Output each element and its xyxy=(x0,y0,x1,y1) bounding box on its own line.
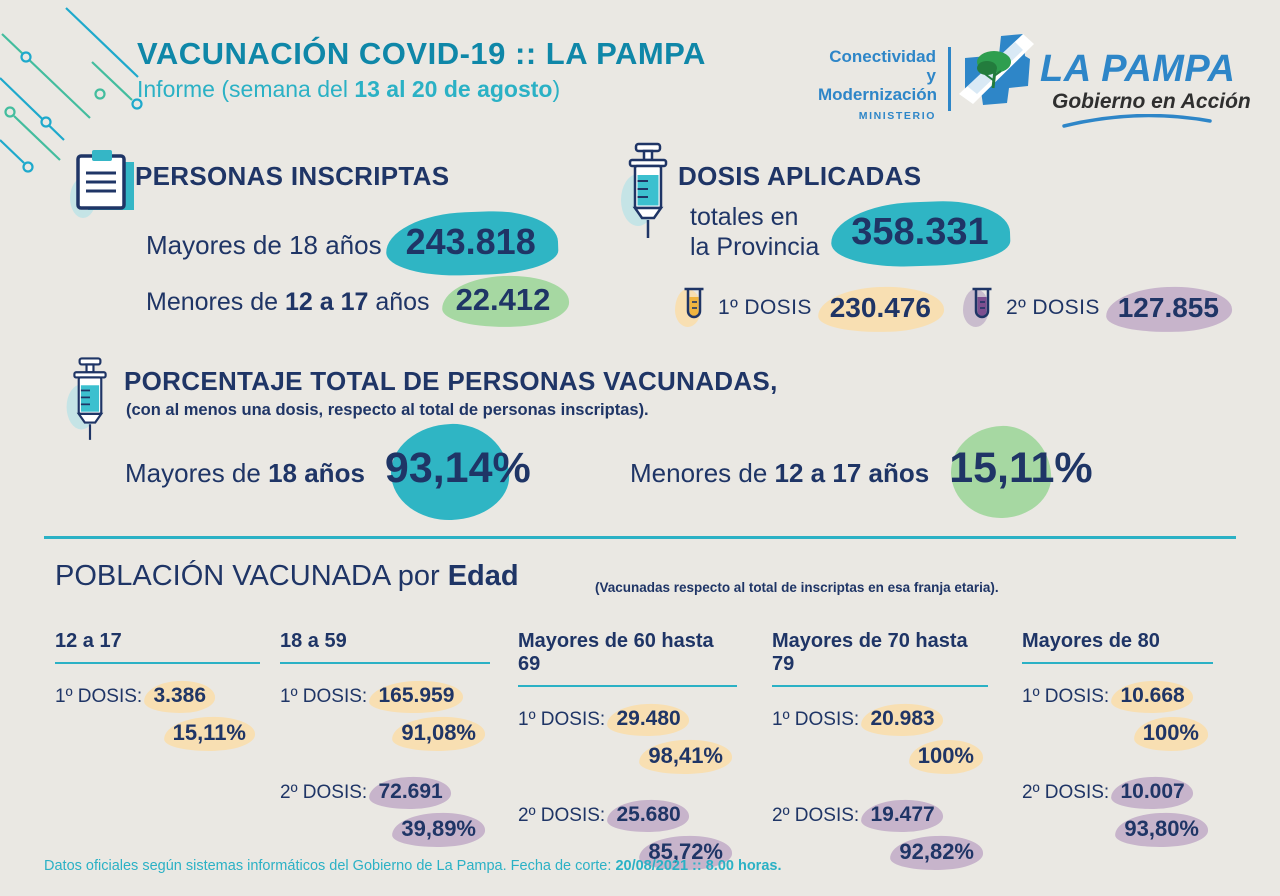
dose1-pct-line xyxy=(55,720,260,746)
dose1-value: 230.476 xyxy=(829,291,931,323)
subtitle-suffix: ) xyxy=(552,76,561,102)
dose1-line xyxy=(772,707,988,731)
dosis-total-value: 358.331 xyxy=(851,211,989,253)
ministry-tag: MINISTERIO xyxy=(858,110,936,123)
dose2-pct: 85,72% xyxy=(648,839,723,864)
porcentaje-subtitle: (con al menos una dosis, respecto al total de personas inscriptas). xyxy=(126,401,649,419)
inscriptas-menores-label-range: 12 a 17 xyxy=(284,288,369,316)
dose2-pct-line xyxy=(1022,816,1213,842)
porcentaje-menores-label xyxy=(630,458,929,489)
dose2-label: 2º DOSIS: xyxy=(518,805,606,826)
logo-separator xyxy=(948,47,951,111)
ministry-name-line2: Modernización xyxy=(818,85,938,105)
inscriptas-menores-label-suffix: años xyxy=(368,288,430,316)
inscriptas-mayores-label: Mayores de 18 años xyxy=(146,230,382,260)
dose2-value: 19.477 xyxy=(870,803,935,826)
porcentaje-mayores-group xyxy=(125,444,531,493)
age-column-70-79 xyxy=(772,630,988,865)
porcentaje-mayores-value: 93,14% xyxy=(384,444,531,492)
dose2-value: 10.007 xyxy=(1120,780,1185,803)
dose2-label: 2º DOSIS: xyxy=(772,805,860,826)
age-column-label: Mayores de 70 hasta 79 xyxy=(772,630,988,687)
section-title-inscriptas: PERSONAS INSCRIPTAS xyxy=(135,161,450,191)
dosis-total-label xyxy=(690,203,819,262)
section-title-dosis: DOSIS APLICADAS xyxy=(678,161,922,191)
dose1-pct: 91,08% xyxy=(401,720,476,745)
porcentaje-mayores-bold: 18 años xyxy=(268,458,365,488)
brand-la-pampa: LA PAMPA xyxy=(1040,48,1236,90)
dose2-label: 2º DOSIS: xyxy=(280,782,368,803)
dose1-value: 165.959 xyxy=(378,684,455,707)
dose2-value: 72.691 xyxy=(378,780,443,803)
dose1-line xyxy=(280,684,490,708)
dosis-total-row xyxy=(690,203,989,262)
porcentaje-menores-bold: 12 a 17 años xyxy=(774,458,930,488)
section-title-edad xyxy=(55,560,519,593)
edad-title-regular: POBLACIÓN VACUNADA por xyxy=(55,560,448,592)
dose1-pct-line xyxy=(772,743,988,769)
dose2-pct-line xyxy=(772,839,988,865)
age-column-label: Mayores de 80 xyxy=(1022,630,1213,664)
report-subtitle xyxy=(137,76,560,103)
dose1-line xyxy=(55,684,260,708)
edad-title-bold: Edad xyxy=(447,560,519,592)
dose1-label: 1º DOSIS: xyxy=(1022,686,1110,707)
ministry-logo-text xyxy=(818,47,936,122)
dose2-pct: 93,80% xyxy=(1124,816,1199,841)
dosis-total-label-line1: totales en xyxy=(690,203,799,231)
section-divider xyxy=(44,536,1236,539)
page-title: VACUNACIÓN COVID-19 :: LA PAMPA xyxy=(137,36,706,71)
dose2-line xyxy=(772,803,988,827)
inscriptas-menores-value: 22.412 xyxy=(455,282,551,317)
dose1-line xyxy=(1022,684,1213,708)
dose1-label: 1º DOSIS: xyxy=(55,686,143,707)
la-pampa-map-icon xyxy=(957,30,1037,116)
age-column-18-59 xyxy=(280,630,490,842)
dose1-label: 1º DOSIS: xyxy=(518,709,606,730)
inscriptas-row-mayores xyxy=(146,221,536,263)
age-column-80 xyxy=(1022,630,1213,842)
footer-note xyxy=(44,858,782,874)
dosis-total-label-line2: la Provincia xyxy=(690,232,820,261)
dose1-value: 10.668 xyxy=(1120,684,1185,707)
dose1-pct: 98,41% xyxy=(648,743,723,768)
dose2-line xyxy=(1022,780,1213,804)
test-tube-purple-icon xyxy=(968,283,996,332)
dose1-row xyxy=(680,283,931,332)
inscriptas-menores-label-prefix: Menores de xyxy=(146,288,285,316)
subtitle-dates: 13 al 20 de agosto xyxy=(354,76,553,102)
porcentaje-menores-value: 15,11% xyxy=(949,444,1093,492)
dose1-value: 20.983 xyxy=(870,707,935,730)
age-column-label: 18 a 59 xyxy=(280,630,490,664)
dose2-pct: 92,82% xyxy=(899,839,974,864)
dose2-value: 127.855 xyxy=(1117,291,1219,323)
footer-cutoff-date: 20/08/2021 :: 8.00 horas. xyxy=(615,858,782,874)
syringe-icon xyxy=(618,142,678,242)
inscriptas-mayores-value: 243.818 xyxy=(405,221,536,262)
footer-text: Datos oficiales según sistemas informáticos del Gobierno de La Pampa. Fecha de corte: xyxy=(44,858,616,874)
dose2-label: 2º DOSIS xyxy=(1006,295,1100,319)
dose2-value: 25.680 xyxy=(616,803,681,826)
age-column-label: 12 a 17 xyxy=(55,630,260,664)
porcentaje-mayores-prefix: Mayores de xyxy=(125,458,269,488)
porcentaje-menores-group xyxy=(630,444,1093,493)
dose1-pct-line xyxy=(280,720,490,746)
dose1-label: 1º DOSIS: xyxy=(772,709,860,730)
age-column-label: Mayores de 60 hasta 69 xyxy=(518,630,737,687)
porcentaje-mayores-label xyxy=(125,458,365,489)
clipboard-icon xyxy=(68,148,144,224)
dose2-pct: 39,89% xyxy=(401,816,476,841)
brand-swoosh xyxy=(1062,114,1212,130)
dose1-pct-line xyxy=(518,743,737,769)
test-tube-yellow-icon xyxy=(680,283,708,332)
age-column-60-69 xyxy=(518,630,737,865)
section-title-porcentaje: PORCENTAJE TOTAL DE PERSONAS VACUNADAS, xyxy=(124,366,778,396)
dose2-line xyxy=(518,803,737,827)
dose1-pct-line xyxy=(1022,720,1213,746)
dose2-line xyxy=(280,780,490,804)
dose1-pct: 100% xyxy=(917,743,974,768)
age-column-12-17 xyxy=(55,630,260,746)
dose2-pct-line xyxy=(280,816,490,842)
brand-slogan: Gobierno en Acción xyxy=(1052,90,1251,113)
porcentaje-menores-prefix: Menores de xyxy=(630,458,775,488)
dose2-label: 2º DOSIS: xyxy=(1022,782,1110,803)
dose1-label: 1º DOSIS: xyxy=(280,686,368,707)
dose1-line xyxy=(518,707,737,731)
dose1-label: 1º DOSIS xyxy=(718,295,812,319)
dose1-pct: 100% xyxy=(1142,720,1199,745)
dose1-value: 3.386 xyxy=(153,684,207,707)
dose2-row xyxy=(968,283,1219,332)
inscriptas-row-menores xyxy=(146,282,550,318)
edad-note: (Vacunadas respecto al total de inscriptas en esa franja etaria). xyxy=(595,580,999,595)
syringe-icon-small xyxy=(64,356,116,444)
dose1-value: 29.480 xyxy=(616,707,681,730)
ministry-name-line1: Conectividad y xyxy=(829,47,936,86)
dose1-pct: 15,11% xyxy=(172,720,246,745)
subtitle-prefix: Informe (semana del xyxy=(137,76,355,102)
